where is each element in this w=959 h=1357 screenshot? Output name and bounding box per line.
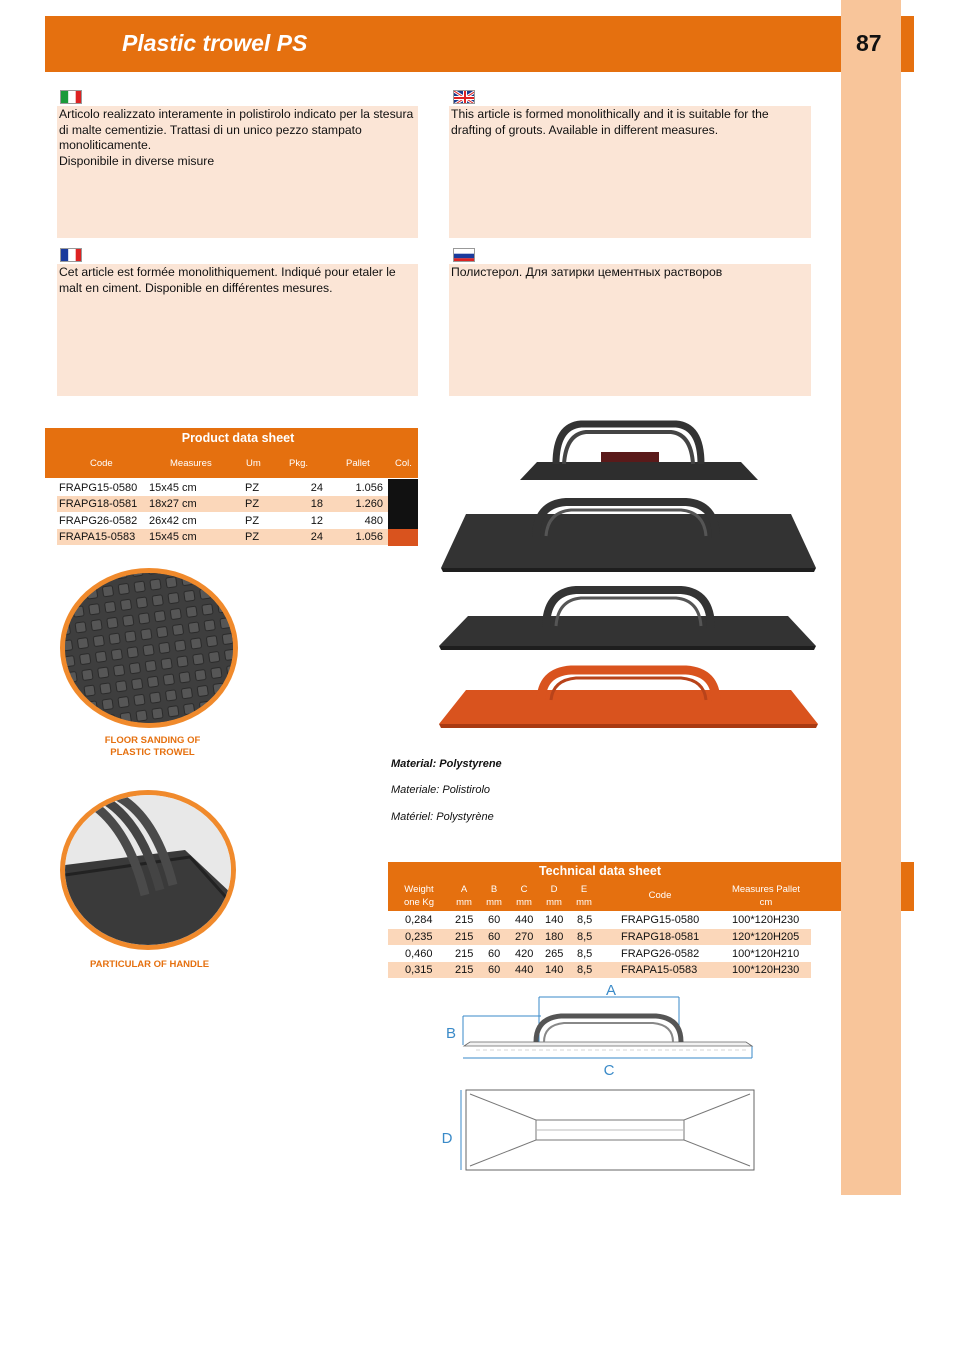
description-ru: Полистерол. Для затирки цементных растворов xyxy=(449,264,811,396)
technical-sheet-tab xyxy=(901,862,914,911)
cell-pkg: 24 xyxy=(310,531,323,543)
table-row xyxy=(388,929,811,945)
table-row xyxy=(57,513,388,529)
side-strip xyxy=(841,0,901,1195)
col-pallet: Pallet xyxy=(346,458,370,469)
cell-weight: 0,235 xyxy=(405,931,433,943)
cell-measures: 15x45 cm xyxy=(149,482,197,494)
cell-measures: 18x27 cm xyxy=(149,498,197,510)
header-tab xyxy=(901,16,914,72)
col-measures-pallet: Measures Pallet cm xyxy=(731,884,801,908)
col-e: E mm xyxy=(576,884,592,908)
cell-um: PZ xyxy=(245,498,260,510)
cell-a: 215 xyxy=(455,914,474,926)
cell-code: FRAPG26-0582 xyxy=(59,515,138,527)
floor-texture-image xyxy=(60,568,238,728)
cell-pallet: 100*120H210 xyxy=(732,948,800,960)
cell-um: PZ xyxy=(245,515,260,527)
material-en: Material: Polystyrene xyxy=(391,758,502,770)
col-c: C mm xyxy=(516,884,532,908)
label-c: C xyxy=(603,1062,615,1079)
cell-weight: 0,460 xyxy=(405,948,433,960)
cell-weight: 0,315 xyxy=(405,964,433,976)
italy-flag-icon xyxy=(60,90,82,104)
cell-pkg: 18 xyxy=(310,498,323,510)
cell-um: PZ xyxy=(245,482,260,494)
cell-code: FRAPG26-0582 xyxy=(621,948,700,960)
cell-weight: 0,284 xyxy=(405,914,433,926)
cell-pkg: 12 xyxy=(310,515,323,527)
cell-c: 440 xyxy=(515,914,534,926)
cell-e: 8,5 xyxy=(577,964,593,976)
cell-d: 140 xyxy=(545,964,564,976)
table-row xyxy=(388,962,811,978)
table-row xyxy=(57,480,388,496)
cell-a: 215 xyxy=(455,948,474,960)
cell-pallet: 480 xyxy=(364,515,383,527)
table-row xyxy=(388,912,811,928)
col-pkg: Pkg. xyxy=(289,458,309,469)
col-code: Code xyxy=(648,890,672,901)
cell-pallet: 1.056 xyxy=(355,482,383,494)
cell-pallet: 100*120H230 xyxy=(732,964,800,976)
cell-d: 140 xyxy=(545,914,564,926)
description-it: Articolo realizzato interamente in polistirolo indicato per la stesura di malte cementizie. Trattasi di un unico pezzo stampato monoliticamente. Disponibile in diverse misure xyxy=(57,106,418,238)
cell-pallet: 100*120H230 xyxy=(732,914,800,926)
col-weight: Weight one Kg xyxy=(403,884,435,908)
label-b: B xyxy=(445,1025,457,1042)
label-a: A xyxy=(605,982,617,999)
description-fr: Cet article est formée monolithiquement. Indiqué pour etaler le malt en ciment. Disponible en différentes mesures. xyxy=(57,264,418,396)
description-en: This article is formed monolithically and it is suitable for the drafting of grouts. Available in different measures. xyxy=(449,106,811,238)
cell-code: FRAPG15-0580 xyxy=(621,914,700,926)
cell-code: FRAPA15-0583 xyxy=(59,531,136,543)
cell-pallet: 120*120H205 xyxy=(732,931,800,943)
cell-b: 60 xyxy=(488,964,501,976)
cell-pallet: 1.260 xyxy=(355,498,383,510)
col-a: A mm xyxy=(456,884,472,908)
cell-c: 270 xyxy=(515,931,534,943)
color-swatch xyxy=(388,479,418,496)
cell-um: PZ xyxy=(245,531,260,543)
material-fr: Matériel: Polystyrène xyxy=(391,811,494,823)
col-color: Col. xyxy=(395,458,412,469)
col-code: Code xyxy=(90,458,113,469)
cell-d: 265 xyxy=(545,948,564,960)
cell-code: FRAPA15-0583 xyxy=(621,964,698,976)
trowel-product-images xyxy=(436,418,820,738)
table-row xyxy=(388,946,811,962)
col-b: B mm xyxy=(486,884,502,908)
russia-flag-icon xyxy=(453,248,475,262)
cell-b: 60 xyxy=(488,931,501,943)
cell-b: 60 xyxy=(488,948,501,960)
cell-e: 8,5 xyxy=(577,931,593,943)
handle-detail-image xyxy=(60,790,236,950)
table-row xyxy=(57,529,388,545)
france-flag-icon xyxy=(60,248,82,262)
cell-pallet: 1.056 xyxy=(355,531,383,543)
cell-e: 8,5 xyxy=(577,948,593,960)
col-um: Um xyxy=(246,458,261,469)
cell-a: 215 xyxy=(455,964,474,976)
cell-measures: 26x42 cm xyxy=(149,515,197,527)
dimension-diagram xyxy=(436,980,766,1175)
table-row xyxy=(57,496,388,512)
col-d: D mm xyxy=(546,884,562,908)
page-title: Plastic trowel PS xyxy=(122,30,308,56)
material-it: Materiale: Polistirolo xyxy=(391,784,491,796)
floor-caption: FLOOR SANDING OF PLASTIC TROWEL xyxy=(104,735,201,758)
cell-e: 8,5 xyxy=(577,914,593,926)
cell-a: 215 xyxy=(455,931,474,943)
handle-caption: PARTICULAR OF HANDLE xyxy=(89,959,210,970)
page-number: 87 xyxy=(856,30,882,56)
color-swatch xyxy=(388,529,418,546)
technical-sheet-title: Technical data sheet xyxy=(538,864,662,878)
label-d: D xyxy=(441,1130,453,1147)
cell-code: FRAPG15-0580 xyxy=(59,482,138,494)
cell-d: 180 xyxy=(545,931,564,943)
cell-b: 60 xyxy=(488,914,501,926)
cell-pkg: 24 xyxy=(310,482,323,494)
cell-code: FRAPG18-0581 xyxy=(621,931,700,943)
uk-flag-icon xyxy=(453,90,475,104)
color-swatch xyxy=(388,513,418,530)
cell-c: 440 xyxy=(515,964,534,976)
product-sheet-title: Product data sheet xyxy=(181,431,295,445)
cell-measures: 15x45 cm xyxy=(149,531,197,543)
cell-code: FRAPG18-0581 xyxy=(59,498,138,510)
cell-c: 420 xyxy=(515,948,534,960)
color-swatch xyxy=(388,496,418,513)
col-measures: Measures xyxy=(170,458,212,469)
